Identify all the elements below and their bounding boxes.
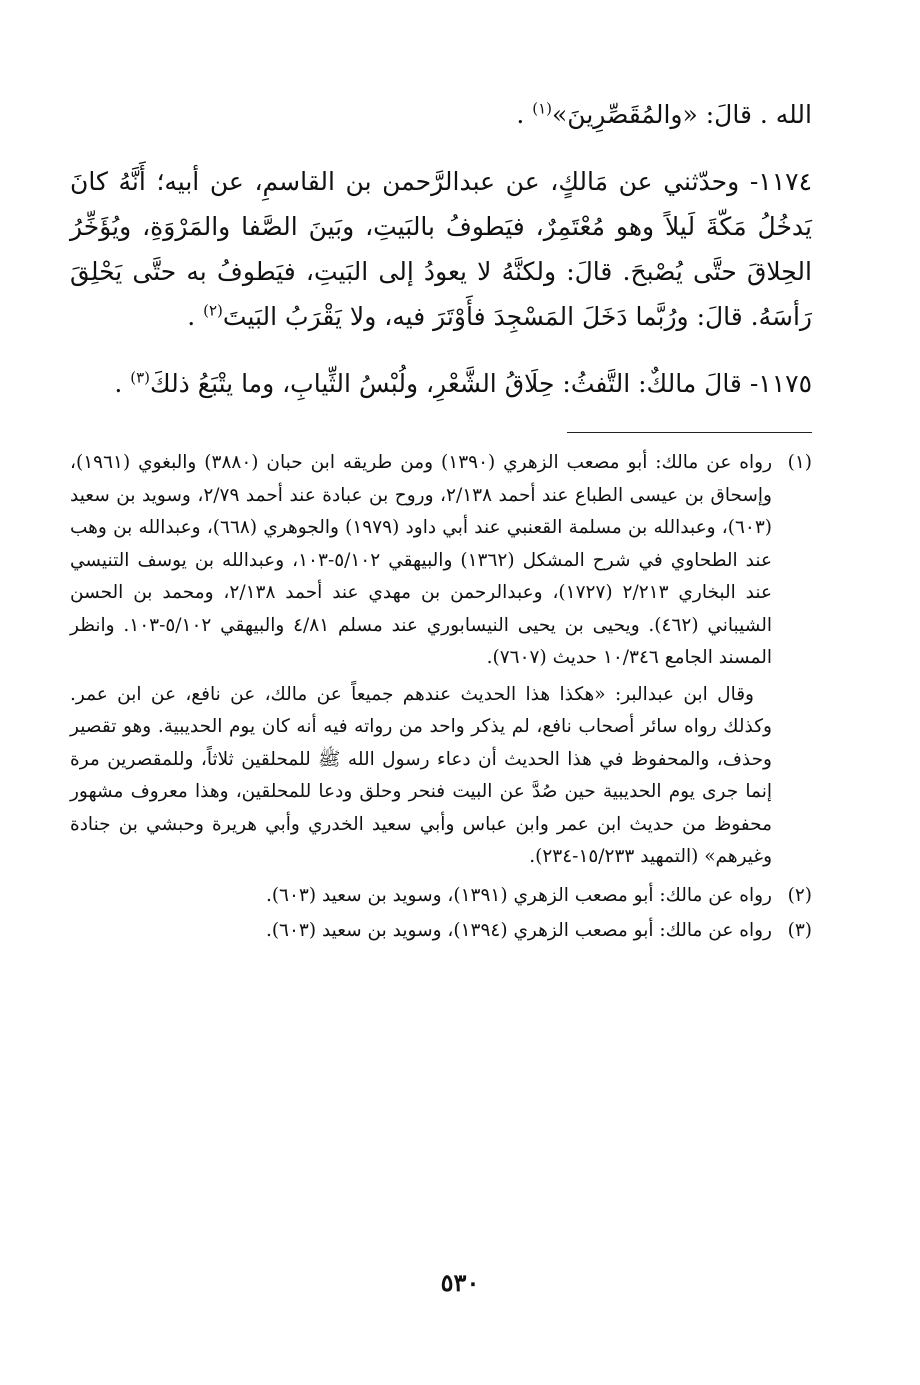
- footnote-ref-3[interactable]: (٣): [130, 368, 150, 387]
- footnote-1-text: رواه عن مالك: أبو مصعب الزهري (١٣٩٠) ومن طريقه ابن حبان (٣٨٨٠) والبغوي (١٩٦١)، وإسحاق بن عيسى الطباع عند أحمد ٢/١٣٨، وروح بن عبادة عند أحمد ٢/٧٩، وسويد بن سعيد (٦٠٣)، وعبدالله بن مسلمة القعنبي عند أبي داود (١٩٧٩) والجوهري (٦٦٨)، وعبدالله بن وهب عند الطحاوي في شرح المشكل (١٣٦٢) والبيهقي ٥/١٠٢-١٠٣، وعبدالله بن يوسف التنيسي عند البخاري ٢/٢١٣ (١٧٢٧)، وعبدالرحمن بن مهدي عند أحمد ٢/١٣٨، ومحمد بن الحسن الشيباني (٤٦٢). ويحيى بن يحيى النيسابوري عند مسلم ٤/٨١ والبيهقي ٥/١٠٢-١٠٣. وانظر المسند الجامع ١٠/٣٤٦ حديث (٧٦٠٧).: [70, 452, 773, 668]
- footnote-1-continuation: وقال ابن عبدالبر: «هكذا هذا الحديث عندهم جميعاً عن مالك، عن نافع، عن ابن عمر. وكذلك رواه سائر أصحاب نافع، لم يذكر واحد من رواته فيه أنه كان يوم الحديبية. وهو تقصير وحذف، والمحفوظ في هذا الحديث أن دعاء رسول الله ﷺ للمحلقين ثلاثاً، وللمقصرين مرة إنما جرى يوم الحديبية حين صُدَّ عن البيت فنحر وحلق ودعا للمحلقين، وهذا معروف مشهور محفوظ من حديث ابن عمر وابن عباس وأبي سعيد الخدري وأبي هريرة وحبشي بن جنادة وغيرهم» (التمهيد ١٥/٢٣٣-٢٣٤).: [70, 683, 772, 867]
- main-text: [70, 92, 812, 406]
- footnotes: [70, 447, 812, 948]
- hadith-1175: [70, 361, 812, 406]
- footnote-divider: [567, 432, 812, 433]
- hadith-1175-end: .: [114, 369, 131, 398]
- footnote-ref-2[interactable]: (٢): [203, 301, 223, 320]
- footnote-3-number: (٣): [787, 920, 812, 941]
- footnote-3: [70, 915, 812, 948]
- page-number: ٥٣٠: [440, 1268, 480, 1297]
- hadith-1174-text: ١١٧٤- وحدّثني عن مَالكٍ، عن عبدالرَّحمن بن القاسمِ، عن أبيه؛ أَنَّهُ كانَ يَدخُلُ مَكّةَ لَيلاً وهو مُعْتَمِرٌ، فيَطوفُ بالبَيتِ، وبَينَ الصَّفا والمَرْوَةِ، ويُؤَخِّرُ الحِلاقَ حتَّى يُصْبحَ. قالَ: ولكنَّهُ لا يعودُ إلى البَيتِ، فيَطوفُ به حتَّى يَحْلِقَ رَأسَهُ. قالَ: ورُبَّما دَخَلَ المَسْجِدَ فأَوْتَرَ فيه، ولا يَقْرَبُ البَيتَ: [70, 167, 812, 331]
- hadith-1174-end: .: [187, 302, 204, 331]
- footnote-2-number: (٢): [787, 884, 812, 906]
- continuation-text: الله . قالَ: «والمُقَصِّرِينَ»: [552, 100, 812, 129]
- footnote-1-number: (١): [787, 452, 812, 473]
- continuation-line: [70, 92, 812, 137]
- footnote-2-text: رواه عن مالك: أبو مصعب الزهري (١٣٩١)، وسويد بن سعيد (٦٠٣).: [265, 884, 772, 906]
- continuation-end: .: [516, 100, 533, 129]
- hadith-1175-text: ١١٧٥- قالَ مالكٌ: التَّفثُ: حِلَاقُ الشَّعْرِ، ولُبْسُ الثِّيابِ، وما يتْبَعُ ذلكَ: [150, 369, 812, 398]
- footnote-2: [70, 880, 812, 913]
- footnote-1: [70, 447, 812, 675]
- hadith-1174: [70, 159, 812, 339]
- footnote-ref-1[interactable]: (١): [532, 99, 553, 118]
- footnote-3-text: رواه عن مالك: أبو مصعب الزهري (١٣٩٤)، وسويد بن سعيد (٦٠٣).: [265, 920, 772, 941]
